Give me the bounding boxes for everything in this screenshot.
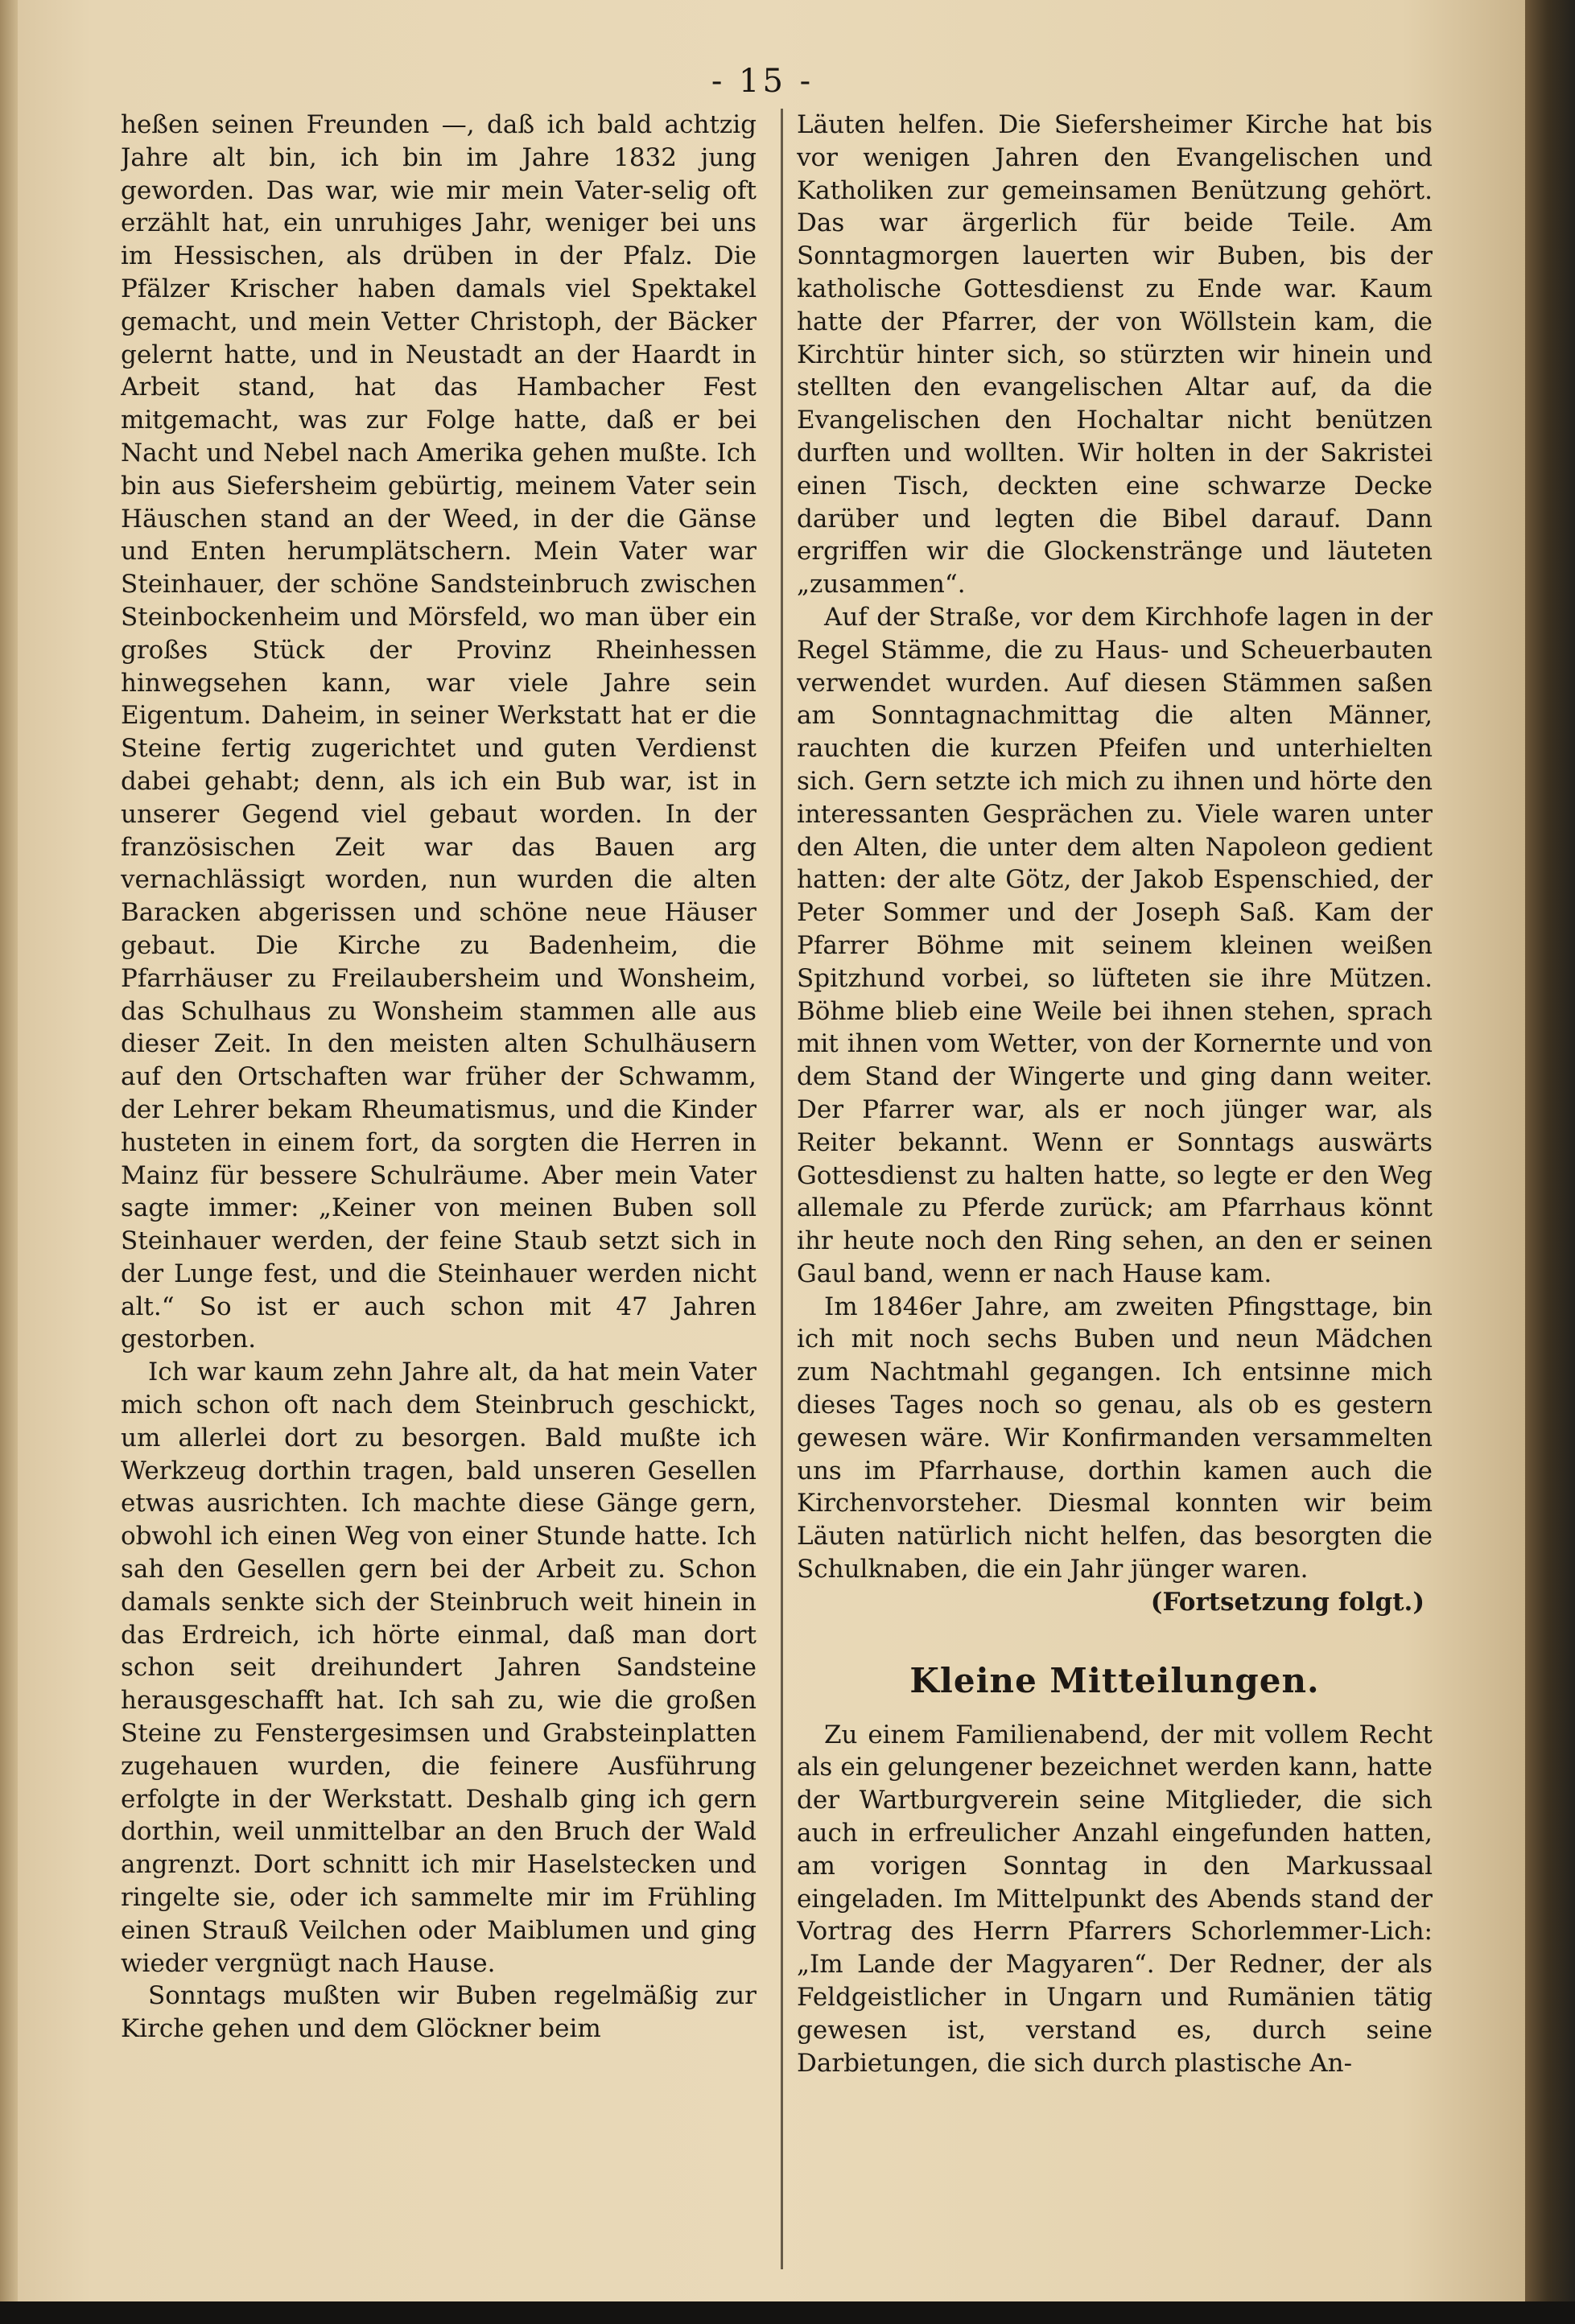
right-paragraph-3: Im 1846er Jahre, am zweiten Pfingsttage, bin ich mit noch sechs Buben und neun Mädchen zum Nachtmahl gegangen. Ich entsinne mich dieses Tages noch so genau, als ob es gestern gewesen wäre. Wir Konfirmanden versammelten uns im Pfarrhause, dorthin kamen auch die Kirchenvorsteher. Diesmal konnten wir beim Läuten natürlich nicht helfen, das besorgten die Schulknaben, die ein Jahr jünger waren. xyxy=(797,1292,1433,1584)
bottom-edge xyxy=(0,2301,1575,2324)
right-paragraph-2: Auf der Straße, vor dem Kirchhofe lagen in der Regel Stämme, die zu Haus- und Scheuerbauten verwendet wurden. Auf diesen Stämmen saßen am Sonntagnachmittag die alten Männer, rauchten die kurzen Pfeifen und unterhielten sich. Gern setzte ich mich zu ihnen und hörte den interessanten Gesprächen zu. Viele waren unter den Alten, die unter dem alten Napoleon gedient hatten: der alte Götz, der Jakob Espenschied, der Peter Sommer und der Joseph Saß. Kam der Pfarrer Böhme mit seinem kleinen weißen Spitzhund vorbei, so lüfteten sie ihre Mützen. Böhme blieb eine Weile bei ihnen stehen, sprach mit ihnen vom Wetter, von der Kornernte und von dem Stand der Wingerte und ging dann weiter. Der Pfarrer war, als er noch jünger war, als Reiter bekannt. Wenn er Sonntags auswärts Gottesdienst zu halten hatte, so legte er den Weg allemale zu Pferde zurück; am Pfarrhaus könnt ihr heute noch den Ring sehen, an den er seinen Gaul band, wenn er nach Hause kam. xyxy=(797,602,1433,1288)
right-column xyxy=(797,109,1433,2281)
left-paragraph-3: Sonntags mußten wir Buben regelmäßig zur Kirche gehen und dem Glöckner beim xyxy=(121,1981,757,2044)
section-heading: Kleine Mitteilungen. xyxy=(909,1660,1320,1700)
left-column xyxy=(121,109,757,2281)
right-paragraph-4: Zu einem Familienabend, der mit vollem Recht als ein gelungener bezeichnet werden kann, hatte der Wartburgverein seine Mitglieder, die sich auch in erfreulicher Anzahl eingefunden hatten, am vorigen Sonntag in den Markussaal eingeladen. Im Mittelpunkt des Abends stand der Vortrag des Herrn Pfarrers Schorlemmer-Lich: „Im Lande der Magyaren“. Der Redner, der als Feldgeistlicher in Ungarn und Rumänien tätig gewesen ist, verstand es, durch seine Darbietungen, die sich durch plastische An- xyxy=(797,1720,1433,2078)
left-paragraph-1: heßen seinen Freunden —, daß ich bald achtzig Jahre alt bin, ich bin im Jahre 1832 jung geworden. Das war, wie mir mein Vater-selig oft erzählt hat, ein unruhiges Jahr, weniger bei uns im Hessischen, als drüben in der Pfalz. Die Pfälzer Krischer haben damals viel Spektakel gemacht, und mein Vetter Christoph, der Bäcker gelernt hatte, und in Neustadt an der Haardt in Arbeit stand, hat das Hambacher Fest mitgemacht, was zur Folge hatte, daß er bei Nacht und Nebel nach Amerika gehen mußte. Ich bin aus Siefersheim gebürtig, meinem Vater sein Häuschen stand an der Weed, in der die Gänse und Enten herumplätschern. Mein Vater war Steinhauer, der schöne Sandsteinbruch zwischen Steinbockenheim und Mörsfeld, wo man über ein großes Stück der Provinz Rheinhessen hinwegsehen kann, war viele Jahre sein Eigentum. Daheim, in seiner Werkstatt hat er die Steine fertig zugerichtet und guten Verdienst dabei gehabt; denn, als ich ein Bub war, ist in unserer Gegend viel gebaut worden. In der französischen Zeit war das Bauen arg vernachlässigt worden, nun wurden die alten Baracken abgerissen und schöne neue Häuser gebaut. Die Kirche zu Badenheim, die Pfarrhäuser zu Freilaubersheim und Wonsheim, das Schulhaus zu Wonsheim stammen alle aus dieser Zeit. In den meisten alten Schulhäusern auf den Ortschaften war früher der Schwamm, der Lehrer bekam Rheumatismus, und die Kinder husteten in einem fort, da sorgten die Herren in Mainz für bessere Schulräume. Aber mein Vater sagte immer: „Keiner von meinen Buben soll Steinhauer werden, der feine Staub setzt sich in der Lunge fest, und die Steinhauer werden nicht alt.“ So ist er auch schon mit 47 Jahren gestorben. xyxy=(121,110,757,1354)
continuation-note: (Fortsetzung folgt.) xyxy=(1150,1587,1425,1617)
right-paragraph-1: Läuten helfen. Die Siefersheimer Kirche hat bis vor wenigen Jahren den Evangelischen und Katholiken zur gemeinsamen Benützung gehört. Das war ärgerlich für beide Teile. Am Sonntagmorgen lauerten wir Buben, bis der katholische Gottesdienst zu Ende war. Kaum hatte der Pfarrer, der von Wöllstein kam, die Kirchtür hinter sich, so stürzten wir hinein und stellten den evangelischen Altar auf, da die Evangelischen den Hochaltar nicht benützen durften und wollten. Wir holten in der Sakristei einen Tisch, deckten eine schwarze Decke darüber und legten die Bibel darauf. Dann ergriffen wir die Glockenstränge und läuteten „zusammen“. xyxy=(797,110,1433,600)
page-number: - 15 - xyxy=(711,63,814,100)
book-spine xyxy=(1525,0,1575,2324)
left-paragraph-2: Ich war kaum zehn Jahre alt, da hat mein Vater mich schon oft nach dem Steinbruch geschickt, um allerlei dort zu besorgen. Bald mußte ich Werkzeug dorthin tragen, bald unseren Gesellen etwas ausrichten. Ich machte diese Gänge gern, obwohl ich einen Weg von einer Stunde hatte. Ich sah den Gesellen gern bei der Arbeit zu. Schon damals senkte sich der Steinbruch weit hinein in das Erdreich, ich hörte einmal, daß man dort schon seit dreihundert Jahren Sandsteine herausgeschafft hat. Ich sah zu, wie die großen Steine zu Fenstergesimsen und Grabsteinplatten zugehauen wurden, die feinere Ausführung erfolgte in der Werkstatt. Deshalb ging ich gern dorthin, weil unmittelbar an den Bruch der Wald angrenzt. Dort schnitt ich mir Haselstecken und ringelte sie, oder ich sammelte mir im Frühling einen Strauß Veilchen oder Maiblumen und ging wieder vergnügt nach Hause. xyxy=(121,1358,757,1978)
column-divider xyxy=(781,109,783,2269)
